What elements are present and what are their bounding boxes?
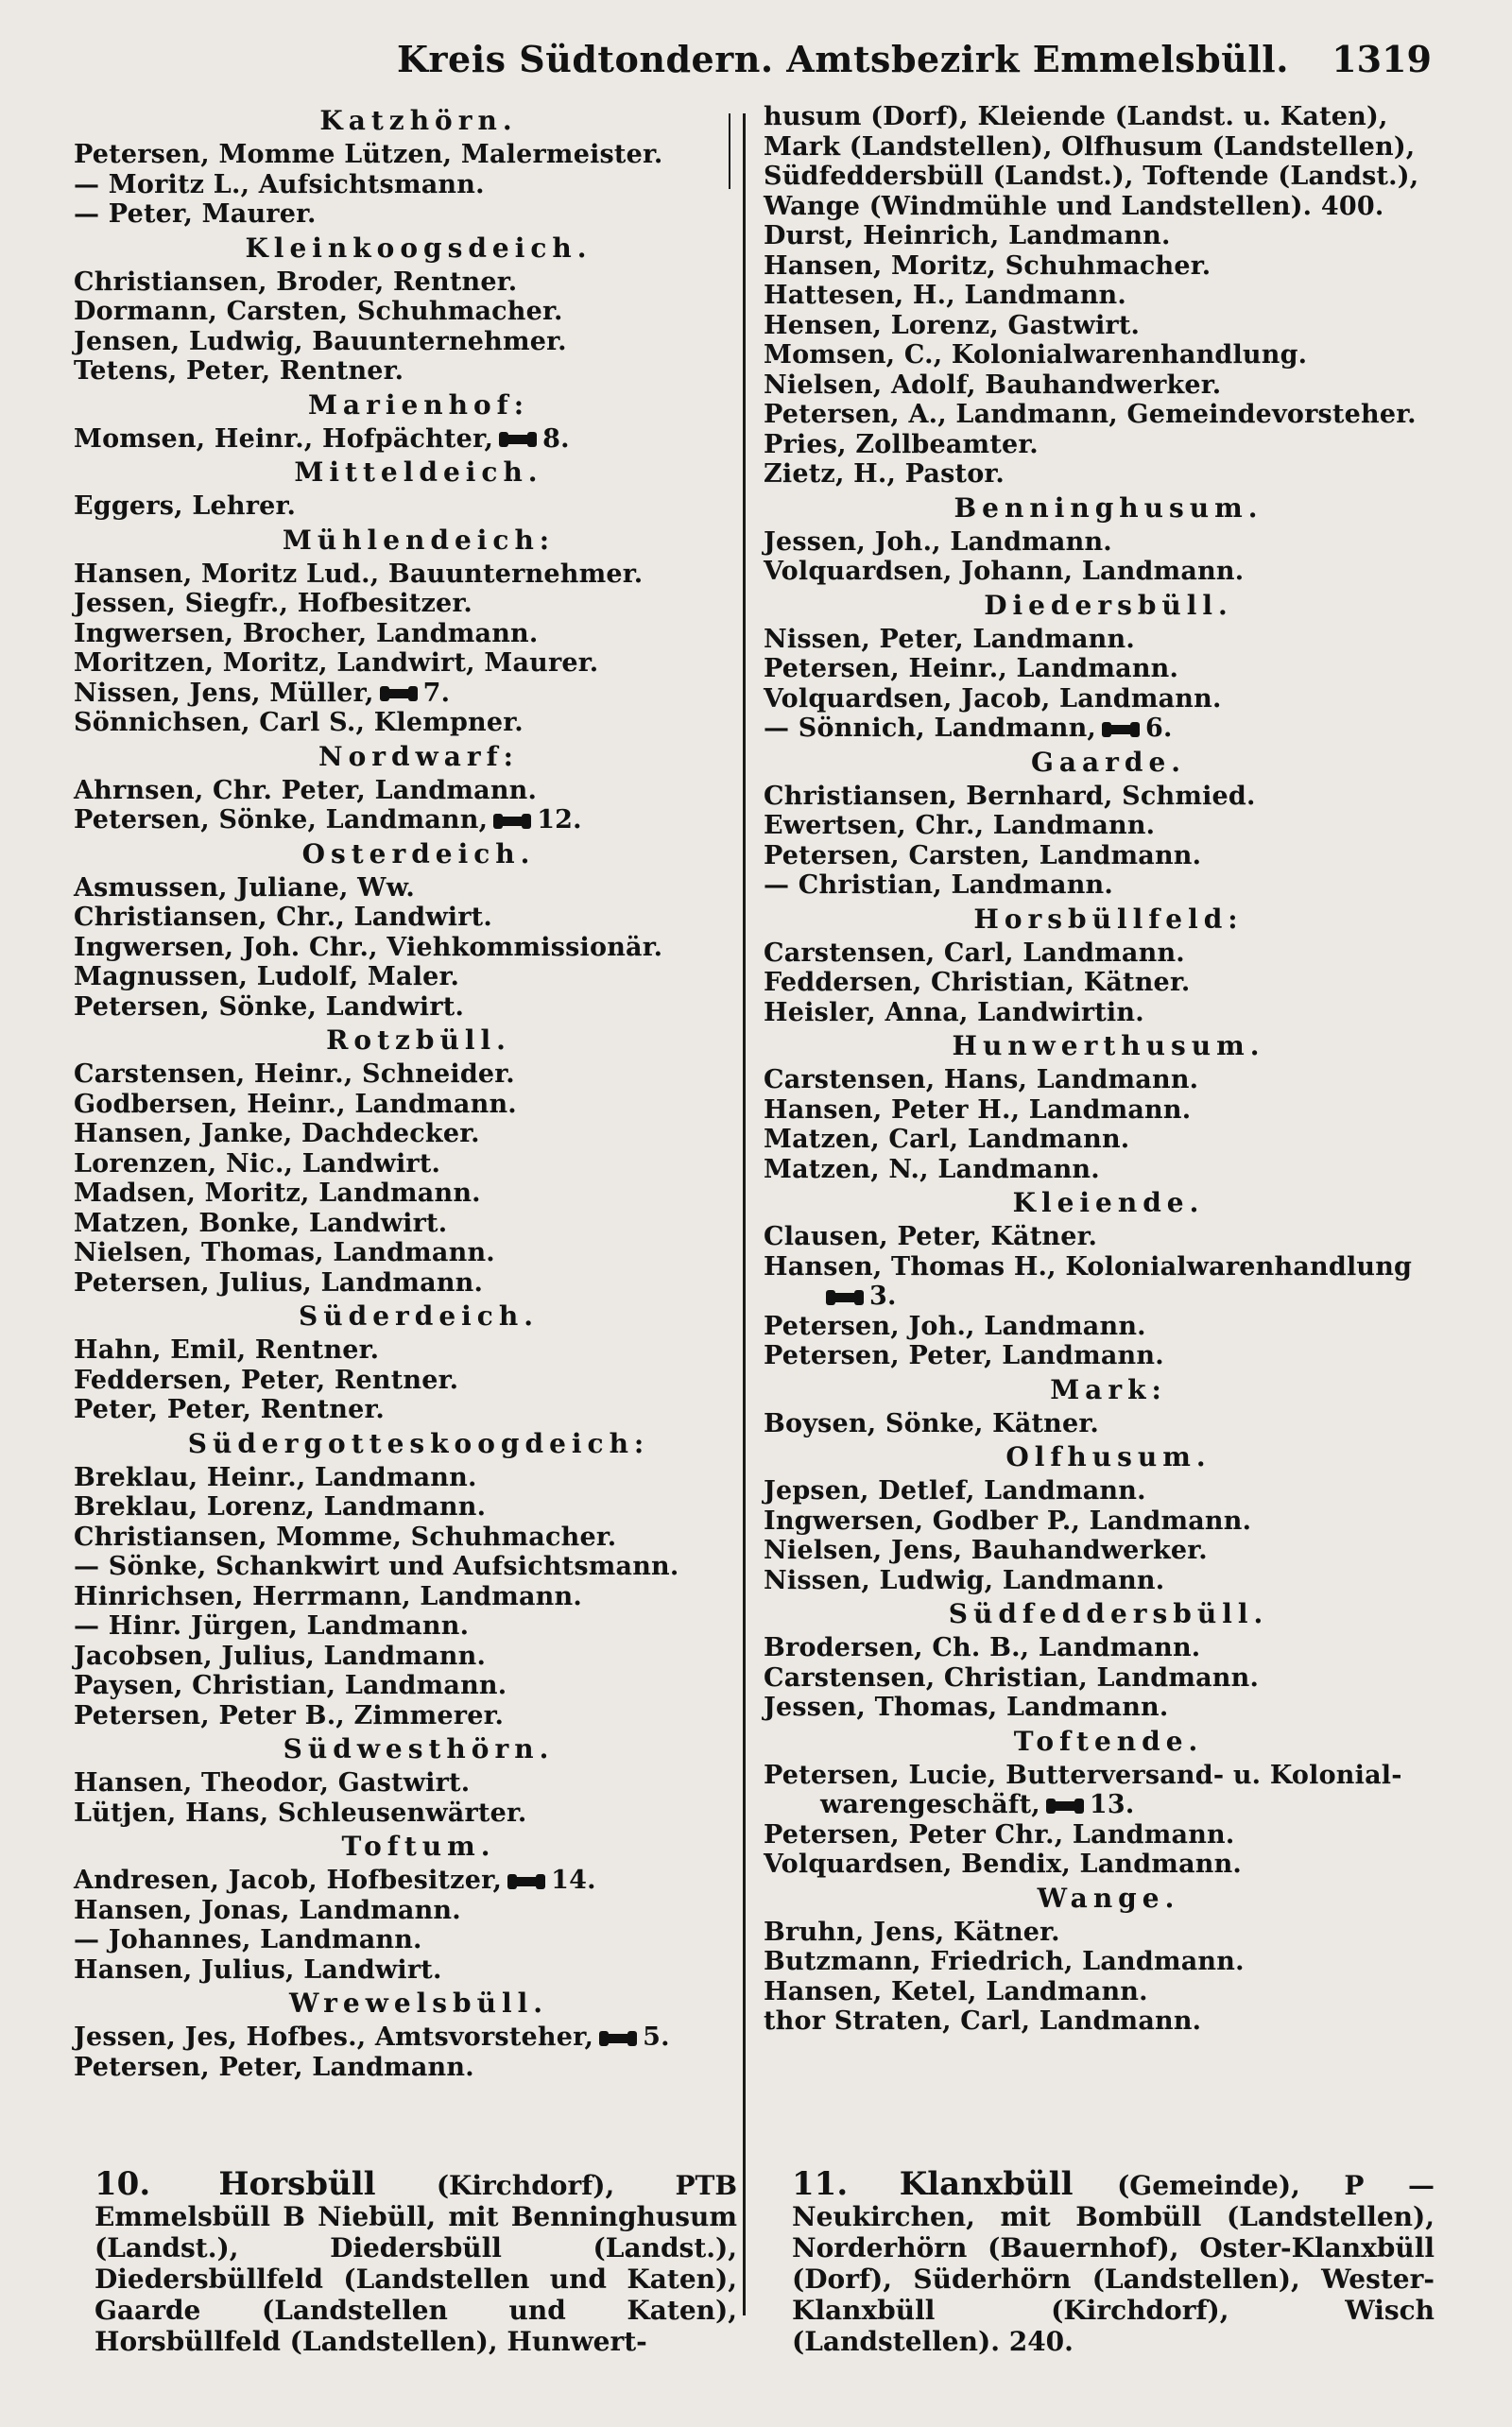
telephone-icon [507, 1874, 545, 1889]
directory-entry [764, 192, 1416, 222]
directory-entry [764, 1476, 1416, 1506]
entry-text: Paysen, Christian, Landmann. [74, 1671, 507, 1700]
directory-entry [74, 1896, 726, 1926]
page-header [76, 26, 1432, 93]
entry-text: — Johannes, Landmann. [74, 1925, 422, 1954]
entry-text: Matzen, Bonke, Landwirt. [74, 1208, 448, 1238]
directory-entry [74, 2053, 726, 2083]
locality-heading: Südergotteskoogdeich: [187, 1427, 650, 1459]
entry-text: Volquardsen, Bendix, Landmann. [764, 1850, 1243, 1879]
directory-entry [74, 903, 726, 933]
entry-text: Carstensen, Christian, Landmann. [764, 1662, 1260, 1693]
entry-text: Andresen, Jacob, Hofbesitzer, [74, 1866, 503, 1895]
entry-text: Butzmann, Friedrich, Landmann. [764, 1947, 1245, 1976]
directory-entry [764, 281, 1416, 311]
locality-heading: Osterdeich. [301, 837, 536, 869]
directory-entry [74, 648, 726, 679]
directory-entry [764, 625, 1416, 655]
entry-text: Feddersen, Peter, Rentner. [74, 1365, 459, 1395]
directory-entry [764, 1095, 1416, 1126]
directory-entry [74, 1209, 726, 1239]
entry-text: Ingwersen, Joh. Chr., Viehkommissionär. [74, 932, 663, 962]
entry-text: Hansen, Jonas, Landmann. [74, 1895, 461, 1925]
municipality-number: 10. [94, 2165, 151, 2203]
entry-text: Christiansen, Bernhard, Schmied. [764, 781, 1256, 811]
phone-number: 14. [551, 1866, 596, 1895]
directory-entry [764, 1633, 1416, 1663]
entry-text: Boysen, Sönke, Kätner. [764, 1408, 1099, 1438]
entry-text: Tetens, Peter, Rentner. [74, 356, 404, 386]
entry-text: Christiansen, Momme, Schuhmacher. [74, 1522, 617, 1552]
directory-entry [74, 491, 726, 522]
entry-text: Brodersen, Ch. B., Landmann. [764, 1633, 1201, 1662]
phone-number: 5. [643, 2022, 670, 2052]
directory-entry [764, 1536, 1416, 1566]
entry-text: Durst, Heinrich, Landmann. [764, 221, 1171, 250]
entry-text: Ahrnsen, Chr. Peter, Landmann. [74, 775, 538, 805]
directory-entry [764, 311, 1416, 341]
entry-text: Peter, Peter, Rentner. [74, 1395, 386, 1424]
locality-heading: Mark: [1050, 1373, 1167, 1405]
locality-heading: Olfhusum. [1005, 1441, 1211, 1472]
entry-text: Petersen, A., Landmann, Gemeindevorsteher. [764, 400, 1417, 429]
directory-entry [74, 327, 726, 357]
entry-text: — Christian, Landmann. [764, 870, 1113, 900]
right-column [764, 102, 1419, 2037]
entry-text: Bruhn, Jens, Kätner. [764, 1917, 1060, 1947]
phone-number: 13. [1089, 1790, 1135, 1819]
municipality-name: Klanxbüll [899, 2165, 1074, 2203]
directory-entry [74, 1671, 726, 1701]
directory-entry [764, 557, 1416, 587]
directory-entry [74, 873, 726, 904]
directory-entry [74, 170, 726, 200]
entry-text: Petersen, Joh., Landmann. [764, 1311, 1146, 1341]
entry-text: Nielsen, Thomas, Landmann. [74, 1238, 495, 1267]
entry-text: Ewertsen, Chr., Landmann. [764, 811, 1156, 840]
entry-text: Breklau, Lorenz, Landmann. [74, 1492, 487, 1522]
entry-text: Volquardsen, Johann, Landmann. [764, 557, 1245, 586]
entry-text: Petersen, Heinr., Landmann. [764, 654, 1179, 683]
left-column [74, 102, 726, 2082]
directory-entry [74, 1925, 726, 1955]
directory-entry [74, 1149, 726, 1179]
municipality-name: Horsbüll [218, 2165, 376, 2203]
directory-entry [764, 251, 1416, 282]
locality-heading: Horsbüllfeld: [973, 903, 1244, 935]
directory-entry [74, 1582, 726, 1612]
locality-heading: Katzhörn. [319, 105, 518, 136]
directory-entry [74, 679, 726, 709]
directory-entry [764, 430, 1416, 460]
entry-text: Matzen, N., Landmann. [764, 1154, 1100, 1184]
entry-text: Lorenzen, Nic., Landwirt. [74, 1148, 441, 1179]
directory-entry [74, 805, 726, 835]
directory-entry [74, 1552, 726, 1582]
directory-entry [764, 1252, 1416, 1282]
directory-entry [764, 1977, 1416, 2007]
entry-text: Hansen, Moritz, Schuhmacher. [764, 250, 1211, 281]
directory-entry [764, 1790, 1416, 1820]
entry-text: Hansen, Theodor, Gastwirt. [74, 1768, 471, 1798]
directory-entry [74, 1335, 726, 1366]
entry-text: — Peter, Maurer. [74, 199, 317, 229]
directory-entry [764, 1820, 1416, 1850]
directory-entry [74, 1866, 726, 1896]
directory-entry [74, 1179, 726, 1209]
telephone-icon [1102, 722, 1140, 737]
directory-entry [74, 1492, 726, 1523]
entry-text: Christiansen, Chr., Landwirt. [74, 903, 492, 932]
directory-entry [764, 968, 1416, 998]
entry-text: Momsen, C., Kolonialwarenhandlung. [764, 340, 1308, 370]
locality-heading: Gaarde. [1030, 746, 1187, 778]
directory-entry [764, 1947, 1416, 1977]
directory-entry [764, 1282, 1416, 1312]
locality-heading: Toftende. [1013, 1725, 1204, 1757]
phone-number: 7. [422, 678, 451, 708]
municipality-description: (Kirchdorf), PTB Emmelsbüll B Niebüll, mit Benninghusum (Landst.), Diedersbüll (Landst.), Diedersbüllfeld (Landstellen und Katen), Gaarde (Landstellen und Katen), Horsbüllfeld (Landstellen), Hunwert- [94, 2170, 738, 2357]
entry-text: Magnussen, Ludolf, Maler. [74, 962, 460, 991]
entry-text: Petersen, Julius, Landmann. [74, 1267, 484, 1298]
locality-heading: Marienhof: [307, 388, 530, 421]
directory-entry [764, 811, 1416, 841]
locality-heading: Diedersbüll. [984, 589, 1233, 621]
directory-entry [74, 1611, 726, 1642]
entry-text: Carstensen, Hans, Landmann. [764, 1065, 1199, 1094]
entry-text: Hansen, Ketel, Landmann. [764, 1976, 1148, 2006]
directory-entry [764, 1566, 1416, 1596]
directory-entry [74, 2022, 726, 2053]
entry-text: Petersen, Peter, Landmann. [764, 1341, 1164, 1370]
entry-text: Jepsen, Detlef, Landmann. [764, 1476, 1146, 1506]
municipality-number: 11. [792, 2165, 849, 2203]
entry-text: Hansen, Thomas H., Kolonialwarenhandlung [764, 1251, 1413, 1282]
directory-entry [74, 1366, 726, 1396]
directory-entry [74, 619, 726, 649]
locality-heading: Wange. [1037, 1882, 1180, 1914]
entry-text: Eggers, Lehrer. [74, 491, 297, 521]
directory-entry [74, 1642, 726, 1672]
directory-entry [74, 424, 726, 455]
phone-number: 8. [542, 423, 570, 454]
entry-text: Ingwersen, Godber P., Landmann. [764, 1506, 1252, 1536]
directory-entry [764, 1918, 1416, 1948]
directory-entry [74, 1059, 726, 1090]
entry-text: Petersen, Lucie, Butterversand- u. Kolonial- [764, 1760, 1402, 1790]
entry-text: Jessen, Jes, Hofbes., Amtsvorsteher, [74, 2022, 594, 2052]
directory-entry [764, 1693, 1416, 1723]
locality-heading: Nordwarf: [318, 740, 519, 772]
entry-text: Dormann, Carsten, Schuhmacher. [74, 297, 563, 326]
entry-text: Südfeddersbüll (Landst.), Toftende (Landst.), [764, 162, 1419, 191]
entry-text: Jessen, Siegfr., Hofbesitzer. [74, 589, 472, 618]
column-rule-short [729, 113, 730, 189]
entry-text: Christiansen, Broder, Rentner. [74, 267, 518, 297]
directory-entry [764, 782, 1416, 812]
directory-entry [764, 1341, 1416, 1371]
entry-text: Jensen, Ludwig, Bauunternehmer. [74, 326, 567, 356]
municipality-description: (Gemeinde), P — Neukirchen, mit Bombüll (Landstellen), Norderhörn (Bauernhof), Oster-Klanxbüll (Dorf), Süderhörn (Landstellen), Wester-Klanxbüll (Kirchdorf), Wisch (Landstellen). 240. [792, 2170, 1435, 2357]
directory-entry [74, 708, 726, 738]
entry-text: thor Straten, Carl, Landmann. [764, 2006, 1202, 2036]
locality-heading: Südfeddersbüll. [948, 1598, 1269, 1629]
directory-entry [764, 2006, 1416, 2037]
entry-text: Hansen, Peter H., Landmann. [764, 1094, 1192, 1125]
entry-text: Petersen, Sönke, Landwirt. [74, 991, 465, 1022]
entry-text: Nissen, Peter, Landmann. [764, 624, 1135, 654]
entry-text: Hahn, Emil, Rentner. [74, 1335, 380, 1365]
entry-text: Jessen, Joh., Landmann. [764, 526, 1112, 557]
directory-entry [764, 370, 1416, 401]
directory-entry [74, 1701, 726, 1731]
phone-number: 6. [1145, 714, 1173, 743]
locality-heading: Hunwerthusum. [952, 1030, 1265, 1061]
entry-text: husum (Dorf), Kleiende (Landst. u. Katen), [764, 102, 1388, 131]
directory-entry [764, 998, 1416, 1028]
entry-text: Hinrichsen, Herrmann, Landmann. [74, 1581, 582, 1611]
directory-entry [74, 776, 726, 806]
directory-entry [764, 1506, 1416, 1537]
directory-entry [74, 267, 726, 298]
directory-entry [764, 1065, 1416, 1095]
entry-text: Lütjen, Hans, Schleusenwärter. [74, 1798, 527, 1828]
directory-entry [74, 1463, 726, 1493]
directory-entry [764, 162, 1419, 192]
locality-heading: Kleiende. [1012, 1187, 1205, 1218]
entry-text: Breklau, Heinr., Landmann. [74, 1462, 477, 1492]
entry-text: Ingwersen, Brocher, Landmann. [74, 618, 539, 648]
locality-heading: Benninghusum. [954, 491, 1263, 524]
entry-text: Hansen, Moritz Lud., Bauunternehmer. [74, 559, 644, 589]
entry-text: Hansen, Julius, Landwirt. [74, 1954, 442, 1985]
directory-entry [74, 559, 726, 590]
entry-text: Godbersen, Heinr., Landmann. [74, 1089, 517, 1119]
directory-entry [74, 992, 726, 1023]
phone-number: 3. [869, 1282, 897, 1311]
locality-heading: Südwesthörn. [283, 1733, 555, 1764]
directory-entry [74, 1523, 726, 1553]
page-number: 1319 [1332, 38, 1432, 80]
telephone-icon [1046, 1799, 1084, 1814]
entry-text: Carstensen, Heinr., Schneider. [74, 1059, 515, 1089]
entry-text: Sönnichsen, Carl S., Klempner. [74, 708, 524, 737]
entry-text: — Hinr. Jürgen, Landmann. [74, 1611, 470, 1641]
entry-text: — Sönke, Schankwirt und Aufsichtsmann. [74, 1552, 679, 1581]
entry-text: Matzen, Carl, Landmann. [764, 1125, 1130, 1154]
directory-entry [764, 654, 1416, 684]
locality-heading: Wrewelsbüll. [288, 1988, 549, 2019]
telephone-icon [826, 1290, 864, 1305]
telephone-icon [380, 686, 418, 701]
entry-text: — Sönnich, Landmann, [764, 714, 1097, 743]
directory-entry [764, 1155, 1416, 1185]
directory-entry [74, 1268, 726, 1299]
entry-text: Feddersen, Christian, Kätner. [764, 968, 1191, 997]
directory-entry [74, 140, 726, 170]
entry-text: Petersen, Peter Chr., Landmann. [764, 1819, 1235, 1850]
entry-text: Petersen, Peter, Landmann. [74, 2052, 474, 2082]
entry-text: Petersen, Carsten, Landmann. [764, 840, 1202, 870]
entry-text: Petersen, Momme Lützen, Malermeister. [74, 140, 663, 169]
entry-text: Hattesen, H., Landmann. [764, 281, 1126, 310]
locality-heading: Toftum. [341, 1831, 496, 1862]
entry-text: Moritzen, Moritz, Landwirt, Maurer. [74, 648, 599, 678]
telephone-icon [493, 814, 531, 829]
entry-text: Volquardsen, Jacob, Landmann. [764, 683, 1222, 714]
directory-entry [764, 132, 1416, 163]
locality-heading: Süderdeich. [299, 1300, 539, 1332]
entry-text: Jessen, Thomas, Landmann. [764, 1693, 1169, 1722]
directory-entry [764, 714, 1416, 744]
directory-entry [764, 1312, 1416, 1342]
entry-text: Zietz, H., Pastor. [764, 459, 1005, 489]
directory-entry [74, 1768, 726, 1799]
directory-entry [764, 870, 1416, 901]
entry-text: Pries, Zollbeamter. [764, 429, 1039, 459]
entry-text: warengeschäft, [820, 1790, 1040, 1819]
entry-text: Mark (Landstellen), Olfhusum (Landstellen), [764, 131, 1416, 162]
locality-heading: Rotzbüll. [326, 1024, 511, 1056]
entry-text: Nielsen, Adolf, Bauhandwerker. [764, 370, 1222, 400]
municipality-horsbuell [94, 2165, 738, 2357]
running-title: Kreis Südtondern. Amtsbezirk Emmelsbüll. [397, 38, 1289, 80]
entry-text: Nielsen, Jens, Bauhandwerker. [764, 1536, 1208, 1565]
directory-entry [764, 1663, 1416, 1694]
entry-text: Carstensen, Carl, Landmann. [764, 938, 1185, 968]
directory-entry [74, 297, 726, 327]
directory-entry [764, 1125, 1416, 1155]
directory-entry [764, 1222, 1416, 1252]
locality-heading: Mitteldeich. [294, 456, 543, 488]
directory-entry [74, 1090, 726, 1120]
directory-entry [74, 589, 726, 619]
directory-entry [764, 1409, 1416, 1439]
directory-entry [74, 356, 726, 387]
directory-entry [764, 340, 1416, 370]
column-rule [743, 113, 746, 2315]
entry-text: Hansen, Janke, Dachdecker. [74, 1119, 480, 1148]
directory-entry [764, 400, 1416, 430]
directory-entry [764, 221, 1416, 251]
entry-text: Nissen, Jens, Müller, [74, 678, 374, 708]
directory-entry [74, 199, 726, 230]
directory-entry [764, 841, 1416, 871]
directory-entry [764, 1761, 1416, 1791]
directory-entry [764, 938, 1416, 969]
entry-text: Nissen, Ludwig, Landmann. [764, 1565, 1165, 1595]
directory-entry [74, 962, 726, 992]
entry-text: Madsen, Moritz, Landmann. [74, 1179, 481, 1208]
locality-heading: Mühlendeich: [282, 524, 556, 556]
entry-text: Asmussen, Juliane, Ww. [74, 872, 416, 903]
entry-text: Heisler, Anna, Landwirtin. [764, 997, 1144, 1027]
entry-text: Jacobsen, Julius, Landmann. [74, 1641, 487, 1671]
entry-text: — Moritz L., Aufsichtsmann. [74, 169, 485, 199]
telephone-icon [499, 432, 537, 447]
directory-entry [764, 1850, 1416, 1880]
directory-entry [764, 102, 1416, 132]
directory-entry [74, 1395, 726, 1425]
municipality-klanxbuell [792, 2165, 1435, 2357]
directory-entry [764, 459, 1416, 490]
directory-entry [74, 1238, 726, 1268]
entry-text: Momsen, Heinr., Hofpächter, [74, 423, 494, 454]
directory-entry [74, 933, 726, 963]
phone-number: 12. [537, 805, 582, 835]
directory-entry [74, 1955, 726, 1986]
directory-entry [74, 1799, 726, 1829]
telephone-icon [599, 2031, 637, 2046]
directory-entry [764, 527, 1416, 558]
entry-text: Petersen, Peter B., Zimmerer. [74, 1700, 505, 1730]
entry-text: Clausen, Peter, Kätner. [764, 1222, 1098, 1251]
locality-heading: Kleinkoogsdeich. [245, 232, 593, 264]
entry-text: Hensen, Lorenz, Gastwirt. [764, 310, 1141, 340]
entry-text: Petersen, Sönke, Landmann, [74, 805, 489, 835]
entry-text: Wange (Windmühle und Landstellen). 400. [764, 191, 1384, 221]
directory-entry [74, 1119, 726, 1149]
directory-entry [764, 684, 1416, 714]
